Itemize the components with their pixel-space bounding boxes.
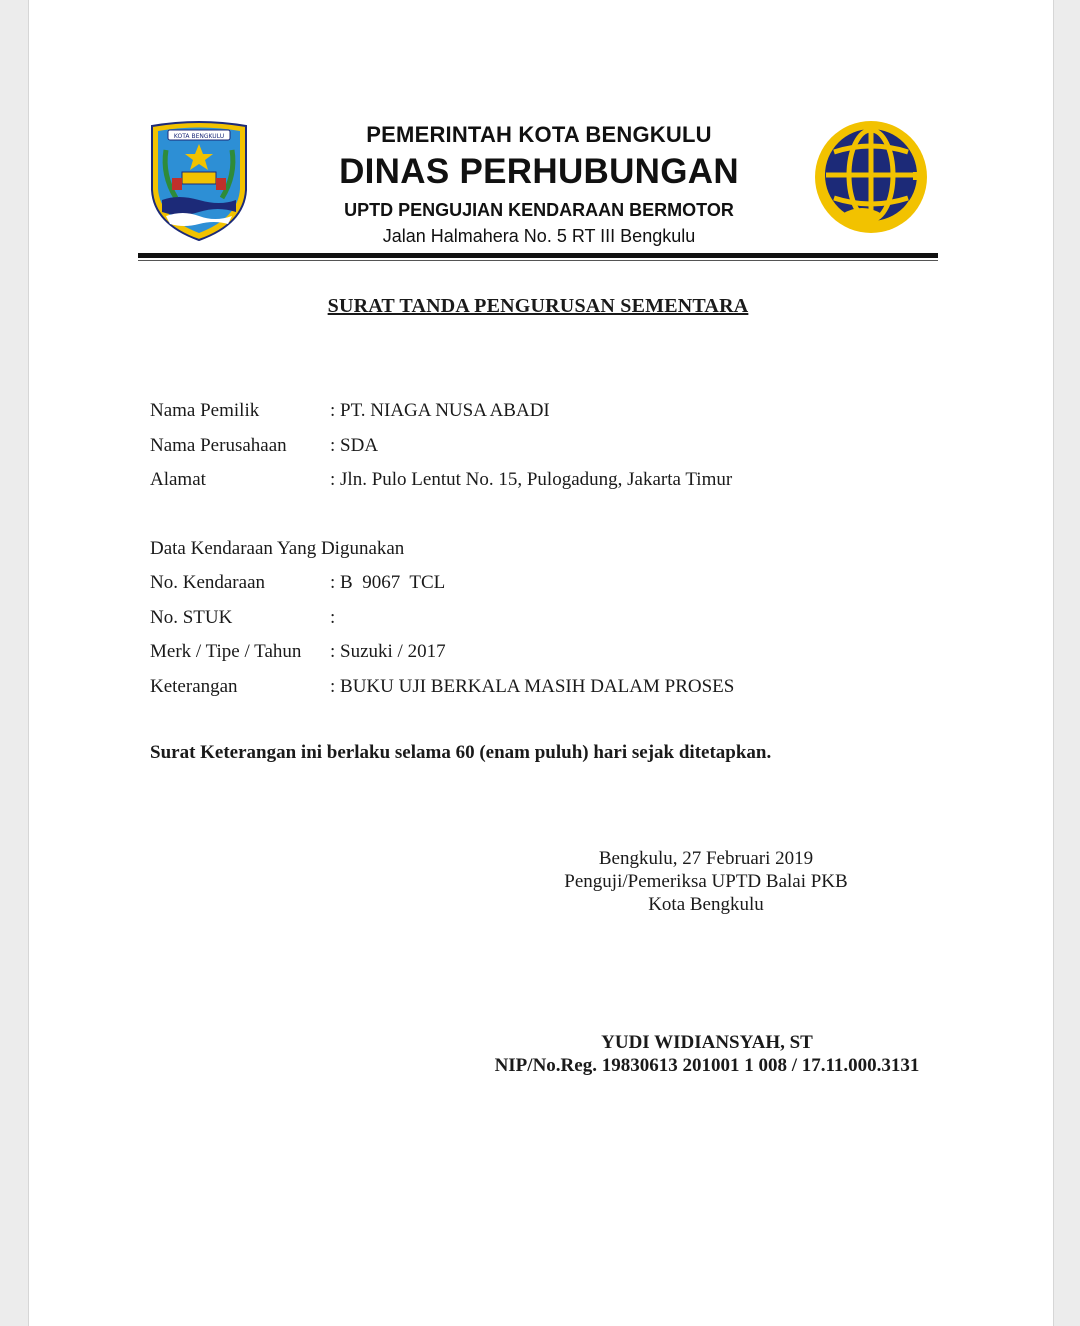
address-label: Alamat	[150, 469, 206, 490]
letterhead-address: Jalan Halmahera No. 5 RT III Bengkulu	[382, 226, 696, 246]
vehicle-section-heading: Data Kendaraan Yang Digunakan	[150, 538, 405, 559]
signature-place-date: Bengkulu, 27 Februari 2019	[598, 848, 814, 869]
validity-statement: Surat Keterangan ini berlaku selama 60 (enam puluh) hari sejak ditetapkan.	[150, 742, 772, 763]
signer-name: YUDI WIDIANSYAH, ST	[601, 1032, 813, 1053]
letterhead	[300, 120, 778, 248]
owner-name-label: Nama Pemilik	[150, 400, 260, 421]
note-value: : BUKU UJI BERKALA MASIH DALAM PROSES	[330, 676, 735, 697]
letterhead-agency: DINAS PERHUBUNGAN	[339, 152, 739, 191]
document-title: SURAT TANDA PENGURUSAN SEMENTARA	[327, 295, 749, 317]
dinas-perhubungan-emblem-icon	[812, 118, 930, 236]
letterhead-government: PEMERINTAH KOTA BENGKULU	[366, 122, 712, 147]
plate-value: : B 9067 TCL	[330, 572, 446, 593]
emblem-banner-text: KOTA BENGKULU	[173, 133, 225, 140]
signature-city: Kota Bengkulu	[648, 894, 764, 915]
company-label: Nama Perusahaan	[150, 435, 287, 456]
letterhead-unit: UPTD PENGUJIAN KENDARAAN BERMOTOR	[344, 200, 734, 220]
kota-bengkulu-emblem-icon	[148, 120, 250, 242]
signature-position: Penguji/Pemeriksa UPTD Balai PKB	[564, 871, 848, 892]
address-value: : Jln. Pulo Lentut No. 15, Pulogadung, Jakarta Timur	[330, 469, 733, 490]
company-value: : SDA	[330, 435, 379, 456]
letterhead-divider-thin	[138, 260, 938, 261]
brand-value: : Suzuki / 2017	[330, 641, 446, 662]
signer-nip: NIP/No.Reg. 19830613 201001 1 008 / 17.11.000.3131	[494, 1055, 920, 1076]
brand-label: Merk / Tipe / Tahun	[150, 641, 302, 662]
letterhead-divider-thick	[138, 253, 938, 258]
note-label: Keterangan	[150, 676, 238, 697]
plate-label: No. Kendaraan	[150, 572, 266, 593]
owner-name-value: : PT. NIAGA NUSA ABADI	[330, 400, 550, 421]
stuk-value: :	[330, 607, 336, 628]
stuk-label: No. STUK	[150, 607, 233, 628]
